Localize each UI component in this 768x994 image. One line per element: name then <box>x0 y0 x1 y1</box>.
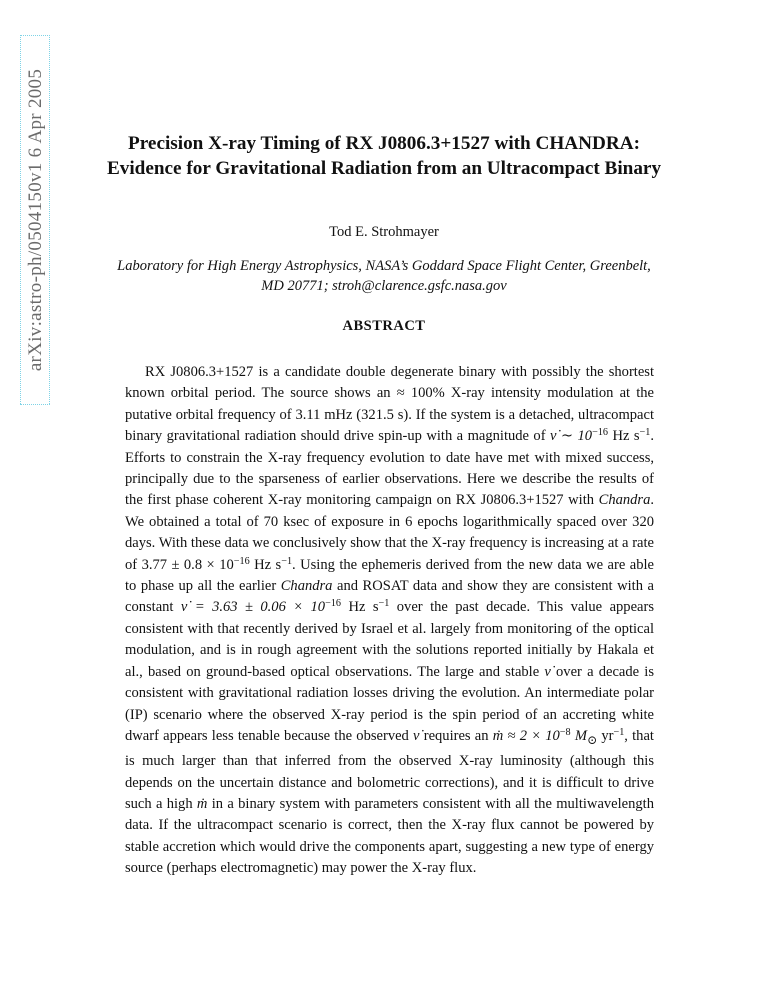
abstract-text: . Using the ephemeris derived from the new data we are able to phase up all the earlier <box>125 556 654 595</box>
math-exponent: −16 <box>233 555 250 567</box>
math-nudot: ν̇ <box>544 663 551 680</box>
abstract-text: yr <box>597 727 614 744</box>
abstract-text: over a decade is consistent with gravitational radiation losses driving the evolution. An intermediate polar (IP) scenario where the observed X-ray period is the spin period of an accreting white dwarf appears less tenable because the observed <box>125 663 654 744</box>
math-unit: Hz s <box>249 556 282 573</box>
arxiv-sidebar-stamp <box>20 35 50 405</box>
mission-name: Chandra <box>280 578 333 595</box>
math-exponent: −16 <box>325 598 342 610</box>
math-subscript: ⊙ <box>586 732 598 747</box>
abstract-text: over the past decade. This value appears consistent with that recently derived by Israel et al. largely from monitoring of the optical modulation, and is in rough agreement with the solutions reported initially by Hakala et al., based on ground-based optical observations. The large and stable <box>125 599 654 680</box>
abstract-text: in a binary system with parameters consistent with all the multiwavelength data. If the ultracompact scenario is correct, then the X-ray flux cannot be powered by stable accretion which would drive the components apart, suggesting a new type of energy source (perhaps electromagnetic) may power the X-ray flux. <box>125 796 654 877</box>
math-exponent: −1 <box>639 427 651 439</box>
affiliation-line-1: Laboratory for High Energy Astrophysics, NASA’s Goddard Space Flight Center, Greenbelt, <box>117 258 651 274</box>
abstract-text: RX J0806.3+1527 is a candidate double degenerate binary with possibly the shortest known orbital period. The source shows an ≈ 100% X-ray intensity modulation at the putative orbital frequency of 3.11 mHz (321.5 s). If the system is a detached, ultracompact binary gravitational radiation should drive spin-up with a magnitude of <box>125 364 654 445</box>
math-exponent: −1 <box>378 598 390 610</box>
author-affiliation <box>80 256 688 296</box>
math-nudot: ν̇ <box>413 727 420 744</box>
abstract-heading: ABSTRACT <box>342 318 426 334</box>
math-unit: Hz s <box>341 599 379 616</box>
paper-title: Precision X-ray Timing of RX J0806.3+1527 with CHANDRA: Evidence for Gravitational Radiation from an Ultracompact Binary <box>106 133 662 179</box>
math-exponent: −8 <box>559 726 571 738</box>
math-exponent: −1 <box>613 726 625 738</box>
abstract-body <box>125 362 654 880</box>
math-mdot: ṁ ≈ 2 × 10 <box>492 727 560 744</box>
math-unit: Hz s <box>608 428 640 445</box>
abstract-text: requires an <box>419 727 493 744</box>
arxiv-identifier: arXiv:astro-ph/0504150v1 6 Apr 2005 <box>20 35 50 405</box>
affiliation-line-2: MD 20771; stroh@clarence.gsfc.nasa.gov <box>261 278 507 294</box>
math-solar-mass: M <box>570 727 587 744</box>
math-mdot: ṁ <box>196 796 208 813</box>
math-exponent: −1 <box>281 555 293 567</box>
math-nudot: ν̇ ∼ 10 <box>550 428 593 445</box>
math-exponent: −16 <box>592 427 609 439</box>
math-nudot: ν̇ = 3.63 ± 0.06 × 10 <box>180 599 326 616</box>
abstract-text: , that is much larger than that inferred from the observed X-ray luminosity (although this depends on the uncertain distance and bolometric corrections), and it is difficult to drive such a high <box>125 727 654 813</box>
author-name: Tod E. Strohmayer <box>329 224 439 240</box>
abstract-text: and ROSAT data and show they are consistent with a constant <box>125 578 654 616</box>
abstract-text: . Efforts to constrain the X-ray frequency evolution to date have met with mixed success, principally due to the sparseness of earlier observations. Here we describe the results of the first phase coherent X-ray monitoring campaign on RX J0806.3+1527 with <box>125 428 654 509</box>
abstract-text: . We obtained a total of 70 ksec of exposure in 6 epochs logarithmically spaced over 320 days. With these data we conclusively show that the X-ray frequency is increasing at a rate of 3.77 ± 0.8 × 10 <box>125 492 654 573</box>
mission-name: Chandra <box>598 492 651 509</box>
